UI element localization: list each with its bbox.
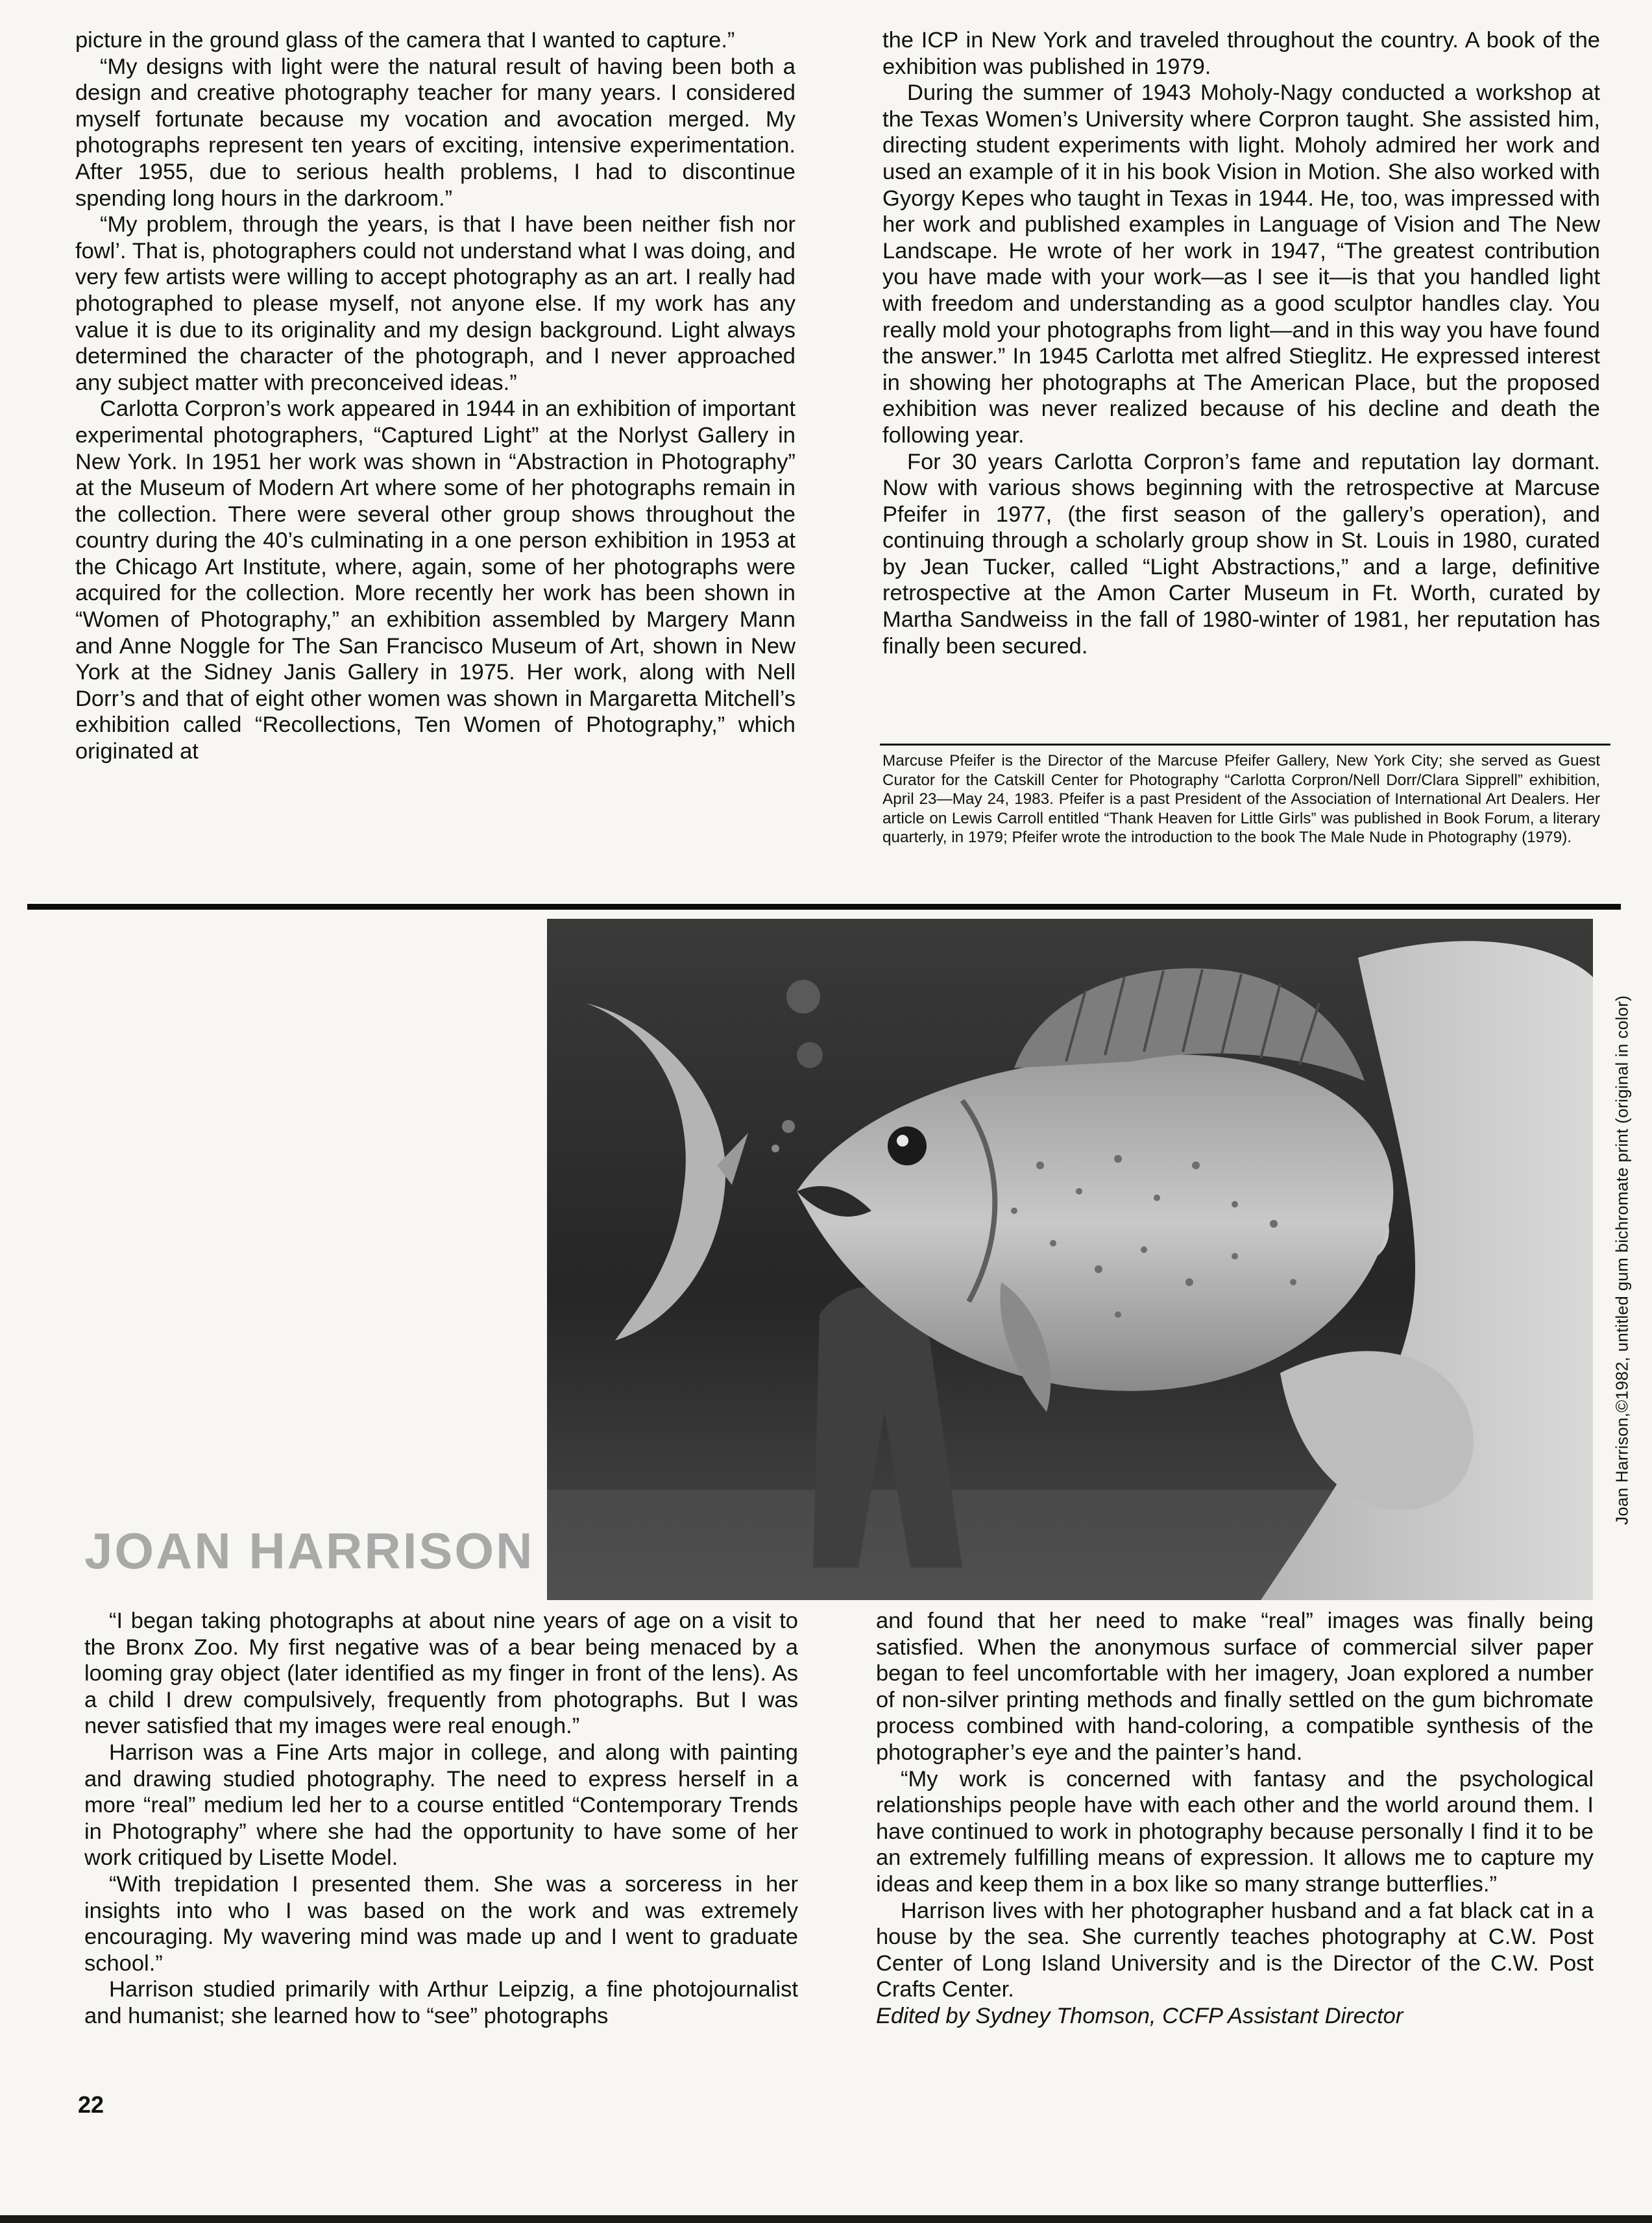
paragraph: Harrison studied primarily with Arthur Leipzig, a fine photojournalist and humanist; she learned how to “see” photographs — [84, 1977, 798, 2028]
editor-signature: Edited by Sydney Thomson, CCFP Assistant Director — [876, 2003, 1403, 2028]
author-bio — [882, 751, 1600, 902]
paragraph: and found that her need to make “real” images was finally being satisfied. When the anonymous surface of commercial silver paper began to feel uncomfortable with her imagery, Joan explored a number of non-silver printing methods and finally settled on the gum bichromate process combined with hand-coloring, a compatible synthesis of the photographer’s eye and the painter’s hand. — [876, 1609, 1594, 1765]
article-column-top-right — [882, 27, 1600, 741]
paragraph: the ICP in New York and traveled throughout the country. A book of the exhibition was published in 1979. — [882, 28, 1600, 79]
paragraph: During the summer of 1943 Moholy-Nagy conducted a workshop at the Texas Women’s University where Corpron taught. She assisted him, directing student experiments with light. Moholy admired her work and used an example of it in his book Vision in Motion. She also worked with Gyorgy Kepes who taught in Texas in 1944. He, too, was impressed with her work and published examples in Language of Vision and The New Landscape. He wrote of her work in 1947, “The greatest contribution you have made with your work—as I see it—is that you handled light with freedom and understanding as a good sculptor handles clay. You really mold your photographs from light—and in this way you have found the answer.” In 1945 Carlotta met alfred Stieglitz. He expressed interest in showing her photographs at The American Place, but the proposed exhibition was never realized because of his decline and death the following year. — [882, 80, 1600, 448]
paragraph: For 30 years Carlotta Corpron’s fame and reputation lay dormant. Now with various shows beginning with the retrospective at Marcuse Pfeifer in 1977, (the first season of the gallery’s operation), and continuing through a scholarly group show in St. Louis in 1980, curated by Jean Tucker, called “Light Abstractions,” and a large, definitive retrospective at the Amon Carter Museum in Ft. Worth, curated by Martha Sandweiss in the fall of 1980-winter of 1981, her reputation has finally been secured. — [882, 449, 1600, 659]
paragraph: “My designs with light were the natural result of having been both a design and creative photography teacher for many years. I considered myself fortunate because my vocation and avocation merged. My photographs represent ten years of exciting, intensive experimentation. After 1955, due to serious health problems, I had to discontinue spending long hours in the darkroom.” — [75, 54, 796, 211]
harrison-column-right — [876, 1608, 1594, 2075]
paragraph: Carlotta Corpron’s work appeared in 1944 in an exhibition of important experimental photographers, “Captured Light” at the Norlyst Gallery in New York. In 1951 her work was shown in “Abstraction in Photography” at the Museum of Modern Art where some of her photographs remain in the collection. There were several other group shows throughout the country during the 40’s culminating in a one person exhibition in 1953 at the Chicago Art Institute, where, again, some of her photographs were acquired for the collection. More recently her work has been shown in “Women of Photography,” an exhibition assembled by Margery Mann and Anne Noggle for The San Francisco Museum of Art, shown in New York at the Sidney Janis Gallery in 1975. Her work, along with Nell Dorr’s and that of eight other women was shown in Margaretta Mitchell’s exhibition called “Recollections, Ten Women of Photography,” which originated at — [75, 396, 796, 764]
harrison-column-left — [84, 1608, 798, 2075]
paragraph: “I began taking photographs at about nine years of age on a visit to the Bronx Zoo. My first negative was of a bear being menaced by a looming gray object (later identified as my finger in front of the lens). As a child I drew compulsively, frequently from photographs. But I was never satisfied that my images were real enough.” — [84, 1609, 798, 1739]
paragraph: Harrison lives with her photographer husband and a fat black cat in a house by the sea. She currently teaches photography at C.W. Post Center of Long Island University and is the Director of the C.W. Post Crafts Center. — [876, 1898, 1594, 2002]
fish-photograph — [547, 919, 1593, 1600]
paragraph: “My problem, through the years, is that I have been neither fish nor fowl’. That is, photographers could not understand what I was doing, and very few artists were willing to accept photography as an art. I really had photographed to please myself, not anyone else. If my work has any value it is due to its originality and my design background. Light always determined the character of the photograph, and I never approached any subject matter with preconceived ideas.” — [75, 212, 796, 395]
bio-divider — [880, 744, 1610, 746]
paragraph: picture in the ground glass of the camera that I wanted to capture.” — [75, 28, 735, 53]
photo-credit — [1607, 920, 1638, 1600]
page-bottom-edge — [0, 2215, 1652, 2223]
fish-photograph-illustration — [547, 919, 1593, 1600]
article-column-top-left — [75, 27, 796, 903]
section-heading: JOAN HARRISON — [84, 1522, 535, 1579]
author-bio-text: Marcuse Pfeifer is the Director of the Marcuse Pfeifer Gallery, New York City; she served as Guest Curator for the Catskill Center for Photography “Carlotta Corpron/Nell Dorr/Clara Sipprell” exhibition, April 23—May 24, 1983. Pfeifer is a past President of the Association of International Art Dealers. Her article on Lewis Carroll entitled “Thank Heaven for Little Girls” was published in Book Forum, a literary quarterly, in 1979; Pfeifer wrote the introduction to the book The Male Nude in Photography (1979). — [882, 752, 1600, 846]
paragraph: Harrison was a Fine Arts major in college, and along with painting and drawing studied photography. The need to express herself in a more “real” medium led her to a course entitled “Contemporary Trends in Photography” where she had the opportunity to have some of her work critiqued by Lisette Model. — [84, 1740, 798, 1871]
page-number: 22 — [78, 2091, 104, 2118]
paragraph: “My work is concerned with fantasy and the psychological relationships people have with each other and the world around them. I have continued to work in photography because personally I find it to be an extremely fulfilling means of expression. It allows me to capture my ideas and keep them in a box like so many strange butterflies.” — [876, 1766, 1594, 1897]
section-divider — [27, 904, 1621, 910]
paragraph: “With trepidation I presented them. She was a sorceress in her insights into who I was based on the work and was extremely encouraging. My wavering mind was made up and I went to graduate school.” — [84, 1871, 798, 1976]
photo-credit-text: Joan Harrison,©1982, untitled gum bichromate print (original in color) — [1612, 995, 1632, 1525]
